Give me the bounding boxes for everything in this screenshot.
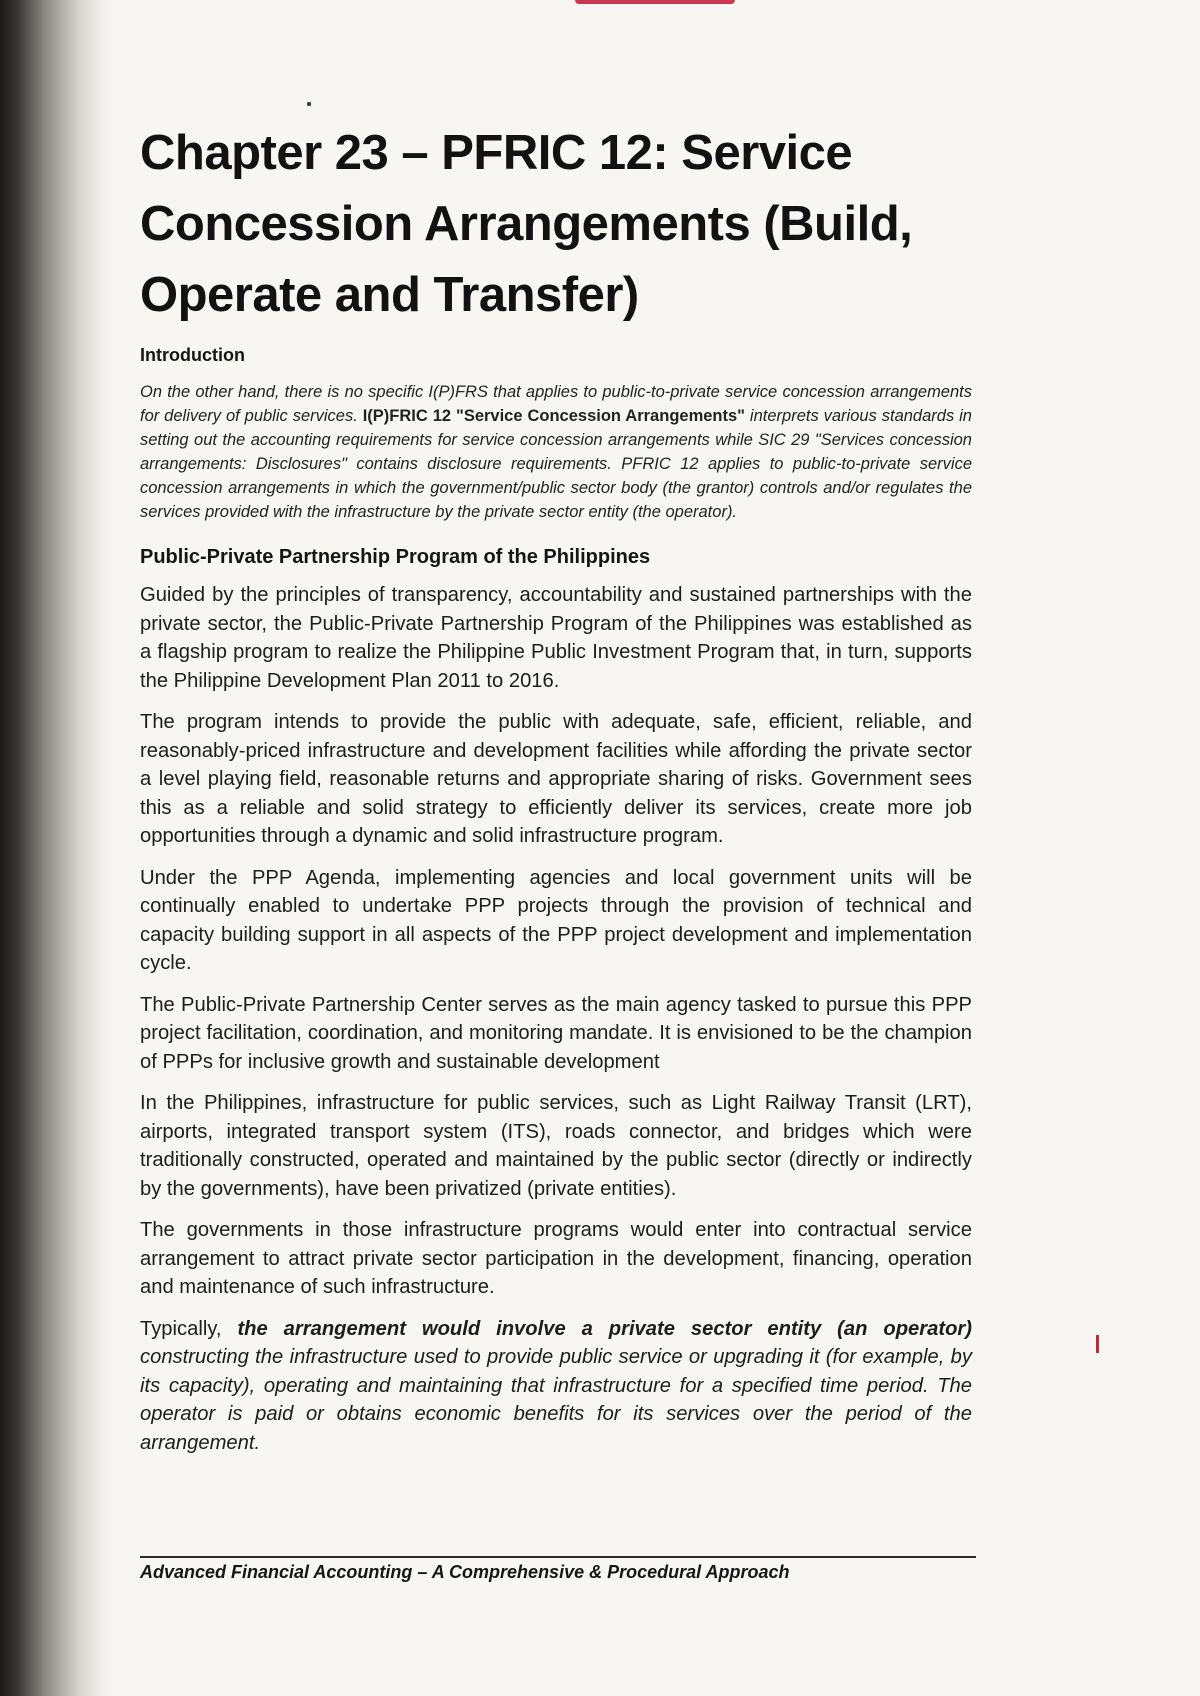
top-edge-mark xyxy=(575,0,735,4)
intro-bold-text: I(P)FRIC 12 "Service Concession Arrangements" xyxy=(362,407,745,425)
introduction-paragraph xyxy=(140,380,972,524)
ink-dot xyxy=(307,102,311,106)
body-paragraph: The governments in those infrastructure programs would enter into contractual service arrangement to attract private sector participation in the development, financing, operation and maintenance of such infrastructure. xyxy=(140,1219,972,1298)
margin-mark xyxy=(1096,1335,1099,1353)
body-paragraph: The Public-Private Partnership Center serves as the main agency tasked to pursue this PPP project facilitation, coordination, and monitoring mandate. It is envisioned to be the champion of PPPs for inclusive growth and sustainable development xyxy=(140,993,972,1073)
last-para-bold: the arrangement would involve a private sector entity (an operator) xyxy=(237,1317,972,1340)
footer-book-title: Advanced Financial Accounting – A Comprehensive & Procedural Approach xyxy=(140,1562,790,1582)
body-paragraph: Guided by the principles of transparency, accountability and sustained partnerships with the private sector, the Public-Private Partnership Program of the Philippines was established as a flagship program to realize the Philippine Public Investment Program that, in turn, supports the Philippine Development Plan 2011 to 2016. xyxy=(140,584,972,692)
body-paragraph: In the Philippines, infrastructure for public services, such as Light Railway Transit (LRT), airports, integrated transport system (ITS), roads connector, and bridges which were traditionally constructed, operated and maintained by the public sector (directly or indirectly by the governments), have been privatized (private entities). xyxy=(140,1092,972,1200)
last-para-rest: constructing the infrastructure used to provide public service or upgrading it (for example, by its capacity), operating and maintaining that infrastructure for a specified time period. The operator is paid or obtains economic benefits for its services over the period of the arrangement. xyxy=(140,1346,972,1454)
chapter-title: Chapter 23 – PFRIC 12: Service Concession Arrangements (Build, Operate and Transfer) xyxy=(140,126,913,322)
page-content xyxy=(140,118,972,1470)
intro-text-2: interprets various standards in setting out the accounting requirements for service concession arrangements while SIC 29 "Services concession arrangements: Disclosures" contains disclosure requirements. PFRIC 12 applies to public-to-private service concession arrangements in which the government/public sector body (the grantor) controls and/or regulates the services provided with the infrastructure by the private sector entity (the operator). xyxy=(140,407,972,521)
ppp-section-heading: Public-Private Partnership Program of the Philippines xyxy=(140,546,651,568)
body-paragraph: The program intends to provide the public with adequate, safe, efficient, reliable, and reasonably-priced infrastructure and development facilities while affording the private sector a level playing field, reasonable returns and appropriate sharing of risks. Government sees this as a reliable and solid strategy to efficiently deliver its services, create more job opportunities through a dynamic and solid infrastructure program. xyxy=(140,711,972,847)
binding-shadow xyxy=(0,0,110,1696)
body-paragraph: Under the PPP Agenda, implementing agencies and local government units will be continually enabled to undertake PPP projects through the provision of technical and capacity building support in all aspects of the PPP project development and implementation cycle. xyxy=(140,866,972,974)
introduction-heading: Introduction xyxy=(140,345,245,365)
body-paragraph-italic xyxy=(140,1315,972,1458)
last-para-lead: Typically, xyxy=(140,1317,238,1340)
footer-rule xyxy=(140,1556,976,1558)
intro-text-1: On the other hand, there is no specific I(P)FRS that applies to public-to-private service concession arrangements for delivery of public services. xyxy=(140,383,972,425)
